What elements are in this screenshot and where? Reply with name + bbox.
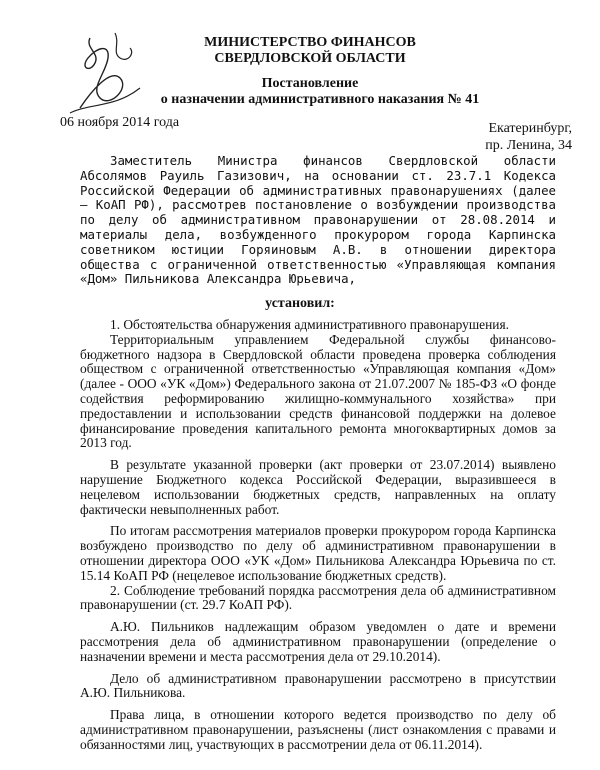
paragraph-inspection: Территориальным управлением Федеральной службы финансово-бюджетного надзора в Свердловской области проведена проверка соблюдения обществом с ограниченной ответственностью «Управляющая компания «Дом» (далее - ООО «УК «Дом») Федерального закона от 21.07.2007 № 185-ФЗ «О фонде содействия реформированию жилищно-коммунального хозяйства» при предоставлении и использовании средств финансовой поддержки на долевое финансирование проведения капитального ремонта многоквартирных домов за 2013 год. <box>80 331 556 451</box>
ministry-name-line1: МИНИСТЕРСТВО ФИНАНСОВ <box>204 35 416 50</box>
document-subtitle: о назначении административного наказания № 41 <box>160 92 480 107</box>
established-heading: установил: <box>265 296 335 311</box>
intro-block <box>80 154 556 287</box>
paragraph-presence: Дело об административном правонарушении рассмотрено в присутствии А.Ю. Пильникова. <box>80 670 556 701</box>
paragraph-rights: Права лица, в отношении которого ведется производство по делу об административном правонарушении, разъяснены (лист ознакомления с правами и обязанностями лиц, участвующих в рассмотрении дела от 06.11.2014). <box>80 707 556 752</box>
document-date: 06 ноября 2014 года <box>60 115 180 130</box>
section-1-heading: 1. Обстоятельства обнаружения административного правонарушения. <box>110 317 509 332</box>
paragraph-notification: А.Ю. Пильников надлежащим образом уведомлен о дате и времени рассмотрения дела об административном правонарушении (определение о назначении времени и места рассмотрения дела от 29.10.2014). <box>80 619 556 664</box>
paragraph-prosecutor: По итогам рассмотрения материалов проверки прокурором города Карпинска возбуждено производство по делу об административном правонарушении в отношении директора ООО «УК «Дом» Пильникова Александра Юрьевича по ст. 15.14 КоАП РФ (нецелевое использование бюджетных средств). <box>80 523 556 583</box>
ministry-name-line2: СВЕРДЛОВСКОЙ ОБЛАСТИ <box>214 51 406 66</box>
address: пр. Ленина, 34 <box>485 138 572 153</box>
section-2-heading: 2. Соблюдение требований порядка рассмотрения дела об административном правонарушении (ст. 29.7 КоАП РФ). <box>80 582 556 613</box>
paragraph-result: В результате указанной проверки (акт проверки от 23.07.2014) выявлено нарушение Бюджетного кодекса Российской Федерации, выразившееся в нецелевом использовании бюджетных средств, направленных на оплату фактически невыполненных работ. <box>80 457 556 517</box>
intro-paragraph: Заместитель Министра финансов Свердловской области Абсолямов Рауиль Газизович, на основании ст. 23.7.1 Кодекса Российской Федерации об административных правонарушениях (далее – КоАП РФ), рассмотрев постановление о возбуждении производства по делу об административном правонарушении от 28.08.2014 и материалы дела, возбужденного прокурором города Карпинска советником юстиции Горяиновым А.В. в отношении директора общества с ограниченной ответственностью «Управляющая компания «Дом» Пильникова Александра Юрьевича, <box>80 153 556 287</box>
body-sections <box>80 318 556 753</box>
document-place <box>485 120 572 154</box>
city-name: Екатеринбург, <box>488 121 572 136</box>
document-title: Постановление <box>261 76 359 91</box>
